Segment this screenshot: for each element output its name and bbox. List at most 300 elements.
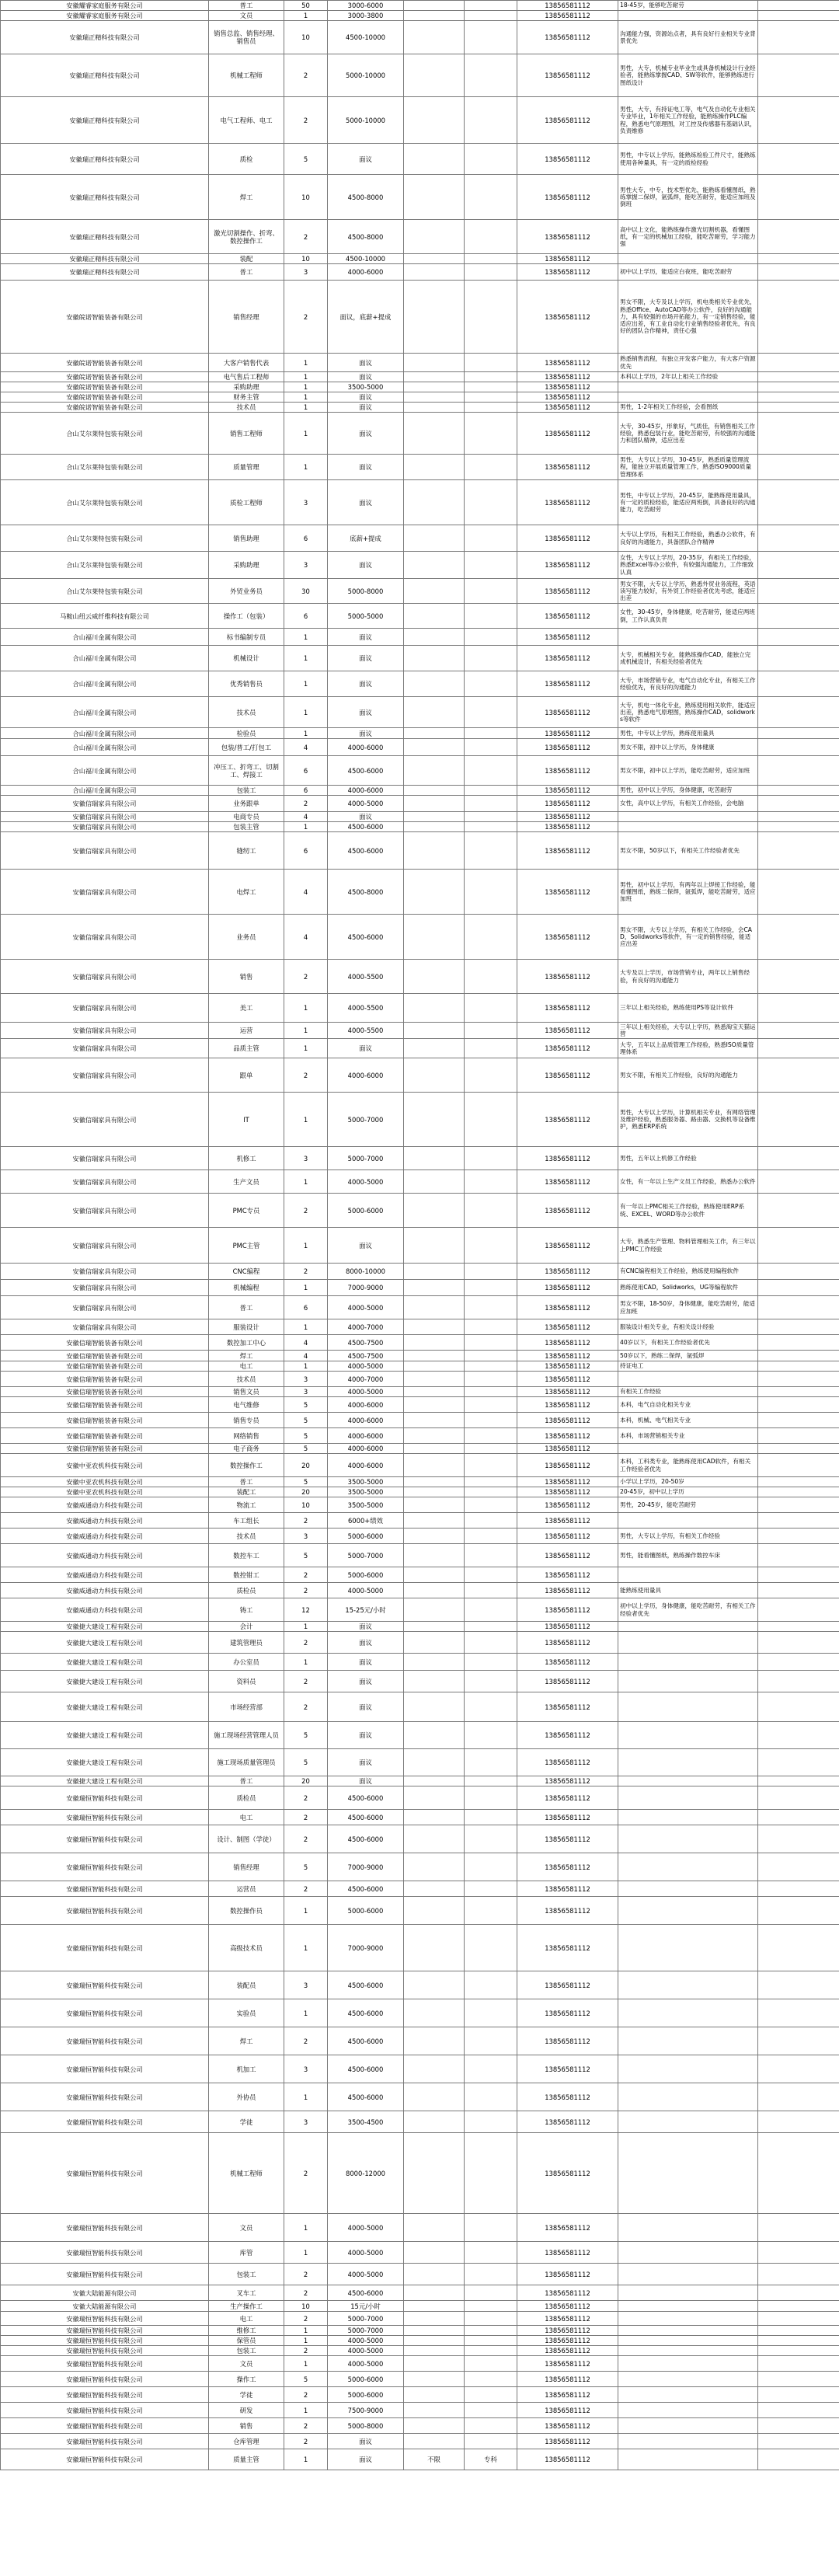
salary-cell: 4500-6000 bbox=[328, 2285, 404, 2301]
requirement-cell bbox=[618, 1853, 758, 1881]
table-row bbox=[1, 1264, 839, 1280]
salary-cell: 4500-6000 bbox=[328, 1786, 404, 1810]
extra2-cell bbox=[465, 525, 517, 552]
count-cell: 1 bbox=[284, 1170, 328, 1194]
requirement-cell: 本科，电气自动化相关专业 bbox=[618, 1397, 758, 1413]
count-cell: 3 bbox=[284, 480, 328, 525]
table-row bbox=[1, 646, 839, 671]
count-cell: 4 bbox=[284, 739, 328, 756]
phone-cell: 13856581112 bbox=[517, 382, 618, 392]
extra1-cell bbox=[404, 1513, 465, 1529]
table-row bbox=[1, 1487, 839, 1497]
requirement-cell: 男性，1-2年相关工作经验，会看图纸 bbox=[618, 403, 758, 413]
table-row bbox=[1, 552, 839, 579]
salary-cell: 4500-8000 bbox=[328, 220, 404, 254]
count-cell: 1 bbox=[284, 697, 328, 728]
position-cell: 质检 bbox=[209, 144, 284, 175]
salary-cell: 4500-6000 bbox=[328, 2083, 404, 2111]
blank-cell bbox=[758, 2403, 839, 2418]
phone-cell: 13856581112 bbox=[517, 1598, 618, 1622]
blank-cell bbox=[758, 2312, 839, 2326]
position-cell: 装配 bbox=[209, 254, 284, 264]
extra1-cell bbox=[404, 1477, 465, 1487]
position-cell: 质检工程师 bbox=[209, 480, 284, 525]
blank-cell bbox=[758, 1413, 839, 1428]
blank-cell bbox=[758, 354, 839, 372]
table-row bbox=[1, 1497, 839, 1513]
company-cell: 安徽信瑞智能装备有限公司 bbox=[1, 1372, 209, 1387]
company-cell: 安徽瑞恒智能科技有限公司 bbox=[1, 2372, 209, 2387]
extra1-cell bbox=[404, 1023, 465, 1039]
phone-cell: 13856581112 bbox=[517, 2403, 618, 2418]
requirement-cell: 男性，能看懂图纸，熟练操作数控车床 bbox=[618, 1544, 758, 1567]
blank-cell bbox=[758, 2285, 839, 2301]
phone-cell: 13856581112 bbox=[517, 264, 618, 281]
requirement-cell bbox=[618, 1786, 758, 1810]
company-cell: 合山福川金属有限公司 bbox=[1, 786, 209, 796]
table-row bbox=[1, 739, 839, 756]
extra2-cell bbox=[465, 2403, 517, 2418]
blank-cell bbox=[758, 1296, 839, 1319]
blank-cell bbox=[758, 697, 839, 728]
count-cell: 3 bbox=[284, 2055, 328, 2083]
phone-cell: 13856581112 bbox=[517, 1023, 618, 1039]
count-cell: 2 bbox=[284, 220, 328, 254]
blank-cell bbox=[758, 54, 839, 97]
company-cell: 安徽信瑞智能装备有限公司 bbox=[1, 1361, 209, 1372]
blank-cell bbox=[758, 1722, 839, 1749]
phone-cell: 13856581112 bbox=[517, 1654, 618, 1671]
blank-cell bbox=[758, 552, 839, 579]
salary-cell: 5000-6000 bbox=[328, 1897, 404, 1925]
extra1-cell bbox=[404, 1039, 465, 1058]
extra1-cell bbox=[404, 2083, 465, 2111]
phone-cell: 13856581112 bbox=[517, 1477, 618, 1487]
company-cell: 安徽瑞正精科技有限公司 bbox=[1, 21, 209, 54]
phone-cell: 13856581112 bbox=[517, 756, 618, 786]
extra2-cell bbox=[465, 1583, 517, 1598]
extra1-cell bbox=[404, 1264, 465, 1280]
position-cell: 电工 bbox=[209, 1361, 284, 1372]
extra1-cell bbox=[404, 1497, 465, 1513]
table-row bbox=[1, 1513, 839, 1529]
extra2-cell bbox=[465, 1632, 517, 1654]
phone-cell: 13856581112 bbox=[517, 392, 618, 403]
salary-cell: 4500-6000 bbox=[328, 2027, 404, 2055]
requirement-cell: 女性，大专以上学历，20-35岁，有相关工作经验，熟悉Excel等办公软件，有较强沟通能力，工作细致认真 bbox=[618, 552, 758, 579]
requirement-cell: 男性，初中以上学历，有两年以上焊接工作经验，能看懂图纸，熟练二保焊，氩弧焊，能吃苦耐劳，适应加班 bbox=[618, 870, 758, 915]
company-cell: 安徽捷大建设工程有限公司 bbox=[1, 1632, 209, 1654]
blank-cell bbox=[758, 1786, 839, 1810]
company-cell: 安徽瑞恒智能科技有限公司 bbox=[1, 2403, 209, 2418]
salary-cell: 4000-7000 bbox=[328, 1372, 404, 1387]
phone-cell: 13856581112 bbox=[517, 1397, 618, 1413]
requirement-cell bbox=[618, 2111, 758, 2133]
salary-cell: 4000-6000 bbox=[328, 264, 404, 281]
salary-cell: 4000-6000 bbox=[328, 1444, 404, 1454]
requirement-cell: 40岁以下，有相关工作经验者优先 bbox=[618, 1335, 758, 1351]
salary-cell: 3000-3800 bbox=[328, 11, 404, 21]
extra2-cell bbox=[465, 2285, 517, 2301]
requirement-cell: 男女不限，初中以上学历，能吃苦耐劳，适应加班 bbox=[618, 756, 758, 786]
salary-cell: 面议 bbox=[328, 646, 404, 671]
requirement-cell bbox=[618, 2027, 758, 2055]
table-row bbox=[1, 2301, 839, 2312]
salary-cell: 面议 bbox=[328, 1039, 404, 1058]
count-cell: 4 bbox=[284, 870, 328, 915]
extra1-cell bbox=[404, 1529, 465, 1544]
table-row bbox=[1, 671, 839, 697]
extra2-cell bbox=[465, 54, 517, 97]
extra1-cell bbox=[404, 2055, 465, 2083]
salary-cell: 5000-6000 bbox=[328, 1529, 404, 1544]
requirement-cell bbox=[618, 2449, 758, 2470]
extra2-cell bbox=[465, 455, 517, 480]
phone-cell: 13856581112 bbox=[517, 1497, 618, 1513]
table-row bbox=[1, 1170, 839, 1194]
salary-cell: 3500-5000 bbox=[328, 1477, 404, 1487]
salary-cell: 4500-6000 bbox=[328, 2055, 404, 2083]
table-row bbox=[1, 1853, 839, 1881]
salary-cell: 4500-6000 bbox=[328, 822, 404, 832]
requirement-cell bbox=[618, 812, 758, 822]
phone-cell: 13856581112 bbox=[517, 2264, 618, 2285]
position-cell: 机修工 bbox=[209, 1147, 284, 1170]
phone-cell: 13856581112 bbox=[517, 1749, 618, 1776]
extra2-cell bbox=[465, 756, 517, 786]
table-row bbox=[1, 796, 839, 812]
table-row bbox=[1, 1632, 839, 1654]
requirement-cell bbox=[618, 1881, 758, 1897]
extra2-cell bbox=[465, 1598, 517, 1622]
company-cell: 安徽瑞恒智能科技有限公司 bbox=[1, 1825, 209, 1853]
blank-cell bbox=[758, 786, 839, 796]
table-row bbox=[1, 2336, 839, 2346]
count-cell: 5 bbox=[284, 1853, 328, 1881]
extra1-cell bbox=[404, 1335, 465, 1351]
salary-cell: 6000+绩效 bbox=[328, 1513, 404, 1529]
position-cell: 装配工 bbox=[209, 1487, 284, 1497]
requirement-cell bbox=[618, 2312, 758, 2326]
requirement-cell bbox=[618, 1971, 758, 1999]
blank-cell bbox=[758, 2418, 839, 2434]
count-cell: 1 bbox=[284, 2242, 328, 2264]
company-cell: 安徽瑞恒智能科技有限公司 bbox=[1, 1971, 209, 1999]
requirement-cell bbox=[618, 2387, 758, 2403]
requirement-cell: 大专及以上学历，市场营销专业，两年以上销售经验，有良好的沟通能力 bbox=[618, 960, 758, 994]
company-cell: 安徽威通动力科技有限公司 bbox=[1, 1497, 209, 1513]
requirement-cell bbox=[618, 2285, 758, 2301]
phone-cell: 13856581112 bbox=[517, 403, 618, 413]
requirement-cell bbox=[618, 2346, 758, 2356]
phone-cell: 13856581112 bbox=[517, 1170, 618, 1194]
company-cell: 合山福川金属有限公司 bbox=[1, 697, 209, 728]
phone-cell: 13856581112 bbox=[517, 822, 618, 832]
requirement-cell: 男女不限，初中以上学历，身体健康 bbox=[618, 739, 758, 756]
count-cell: 1 bbox=[284, 403, 328, 413]
salary-cell: 4000-5000 bbox=[328, 1296, 404, 1319]
requirement-cell bbox=[618, 254, 758, 264]
company-cell: 合山福川金属有限公司 bbox=[1, 646, 209, 671]
count-cell: 2 bbox=[284, 2387, 328, 2403]
table-row bbox=[1, 144, 839, 175]
company-cell: 安徽耀睿家庭服务有限公司 bbox=[1, 11, 209, 21]
table-row bbox=[1, 2346, 839, 2356]
extra1-cell bbox=[404, 54, 465, 97]
position-cell: 车工组长 bbox=[209, 1513, 284, 1529]
position-cell: 外贸业务员 bbox=[209, 579, 284, 604]
requirement-cell: 本科，工科类专业，能熟练使用CAD软件，有相关工作经验者优先 bbox=[618, 1454, 758, 1477]
company-cell: 安徽信瑞家具有限公司 bbox=[1, 1039, 209, 1058]
count-cell: 1 bbox=[284, 728, 328, 739]
table-row bbox=[1, 1971, 839, 1999]
extra2-cell bbox=[465, 2027, 517, 2055]
table-row bbox=[1, 1529, 839, 1544]
table-row bbox=[1, 54, 839, 97]
salary-cell: 4000-5000 bbox=[328, 1170, 404, 1194]
extra1-cell bbox=[404, 175, 465, 220]
position-cell: 业务跟单 bbox=[209, 796, 284, 812]
count-cell: 2 bbox=[284, 97, 328, 144]
position-cell: 普工 bbox=[209, 1477, 284, 1487]
extra2-cell bbox=[465, 1, 517, 11]
salary-cell: 4500-6000 bbox=[328, 1825, 404, 1853]
extra1-cell bbox=[404, 1361, 465, 1372]
position-cell: 标书编制专员 bbox=[209, 629, 284, 646]
requirement-cell bbox=[618, 629, 758, 646]
count-cell: 2 bbox=[284, 2027, 328, 2055]
count-cell: 2 bbox=[284, 960, 328, 994]
extra2-cell bbox=[465, 786, 517, 796]
company-cell: 安徽信瑞家具有限公司 bbox=[1, 822, 209, 832]
salary-cell: 4000-5000 bbox=[328, 2356, 404, 2372]
extra2-cell bbox=[465, 144, 517, 175]
phone-cell: 13856581112 bbox=[517, 1387, 618, 1397]
phone-cell: 13856581112 bbox=[517, 1280, 618, 1296]
extra2-cell bbox=[465, 413, 517, 455]
extra1-cell bbox=[404, 2027, 465, 2055]
company-cell: 合山艾尔莱特包装有限公司 bbox=[1, 480, 209, 525]
requirement-cell: 男女不限，大专及以上学历，机电类相关专业优先，熟悉Office、AutoCAD等办公软件，良好的沟通能力，具有较强的市场开拓能力，有一定销售经验，能适应出差，有工业自动化行业销售经验者优先，有良好的团队合作精神，责任心强 bbox=[618, 281, 758, 354]
position-cell: 销售 bbox=[209, 960, 284, 994]
position-cell: 外协员 bbox=[209, 2083, 284, 2111]
extra1-cell bbox=[404, 455, 465, 480]
blank-cell bbox=[758, 915, 839, 960]
position-cell: 业务员 bbox=[209, 915, 284, 960]
phone-cell: 13856581112 bbox=[517, 1487, 618, 1497]
extra1-cell bbox=[404, 1296, 465, 1319]
company-cell: 安徽信瑞家具有限公司 bbox=[1, 1228, 209, 1264]
phone-cell: 13856581112 bbox=[517, 697, 618, 728]
extra2-cell bbox=[465, 812, 517, 822]
table-row bbox=[1, 994, 839, 1023]
count-cell: 30 bbox=[284, 579, 328, 604]
phone-cell: 13856581112 bbox=[517, 2336, 618, 2346]
extra1-cell bbox=[404, 2301, 465, 2312]
requirement-cell: 本科，市场营销相关专业 bbox=[618, 1428, 758, 1444]
company-cell: 安徽瑞正精科技有限公司 bbox=[1, 54, 209, 97]
phone-cell: 13856581112 bbox=[517, 1351, 618, 1361]
phone-cell: 13856581112 bbox=[517, 21, 618, 54]
position-cell: 销售助理 bbox=[209, 525, 284, 552]
company-cell: 安徽瑞恒智能科技有限公司 bbox=[1, 2264, 209, 2285]
count-cell: 1 bbox=[284, 2356, 328, 2372]
phone-cell: 13856581112 bbox=[517, 2387, 618, 2403]
extra2-cell bbox=[465, 604, 517, 629]
count-cell: 1 bbox=[284, 1280, 328, 1296]
requirement-cell: 男性，大专，机械专业毕业生或具备机械设计行业经验者，能熟练掌握CAD、SW等软件，能够熟练进行图纸设计 bbox=[618, 54, 758, 97]
position-cell: 销售 bbox=[209, 2418, 284, 2434]
table-row bbox=[1, 2403, 839, 2418]
extra1-cell bbox=[404, 2387, 465, 2403]
position-cell: 学徒 bbox=[209, 2387, 284, 2403]
table-row bbox=[1, 1372, 839, 1387]
extra1-cell bbox=[404, 1428, 465, 1444]
position-cell: 电工 bbox=[209, 1810, 284, 1825]
extra2-cell bbox=[465, 1999, 517, 2027]
table-row bbox=[1, 97, 839, 144]
company-cell: 安徽信瑞家具有限公司 bbox=[1, 832, 209, 870]
count-cell: 3 bbox=[284, 264, 328, 281]
count-cell: 1 bbox=[284, 1622, 328, 1632]
phone-cell: 13856581112 bbox=[517, 2326, 618, 2336]
position-cell: 操作工（包装） bbox=[209, 604, 284, 629]
extra2-cell bbox=[465, 1971, 517, 1999]
extra1-cell bbox=[404, 2418, 465, 2434]
table-row bbox=[1, 2264, 839, 2285]
table-row bbox=[1, 756, 839, 786]
count-cell: 1 bbox=[284, 1654, 328, 1671]
extra2-cell bbox=[465, 2372, 517, 2387]
blank-cell bbox=[758, 2372, 839, 2387]
table-row bbox=[1, 525, 839, 552]
extra1-cell bbox=[404, 822, 465, 832]
count-cell: 5 bbox=[284, 1722, 328, 1749]
requirement-cell: 初中以上学历，能适应白夜班，能吃苦耐劳 bbox=[618, 264, 758, 281]
table-row bbox=[1, 1023, 839, 1039]
company-cell: 安徽中亚农机科技有限公司 bbox=[1, 1454, 209, 1477]
count-cell: 2 bbox=[284, 2312, 328, 2326]
requirement-cell bbox=[618, 2403, 758, 2418]
extra1-cell bbox=[404, 281, 465, 354]
company-cell: 安徽信瑞家具有限公司 bbox=[1, 1280, 209, 1296]
company-cell: 安徽信瑞家具有限公司 bbox=[1, 870, 209, 915]
count-cell: 6 bbox=[284, 786, 328, 796]
position-cell: 技术员 bbox=[209, 403, 284, 413]
position-cell: 维修工 bbox=[209, 2326, 284, 2336]
position-cell: 生产操作工 bbox=[209, 2301, 284, 2312]
company-cell: 安徽信瑞智能装备有限公司 bbox=[1, 1387, 209, 1397]
extra2-cell bbox=[465, 1722, 517, 1749]
extra1-cell bbox=[404, 1397, 465, 1413]
table-row bbox=[1, 629, 839, 646]
company-cell: 安徽瑞恒智能科技有限公司 bbox=[1, 2326, 209, 2336]
position-cell: 销售经理 bbox=[209, 1853, 284, 1881]
salary-cell: 5000-7000 bbox=[328, 2312, 404, 2326]
count-cell: 3 bbox=[284, 1971, 328, 1999]
salary-cell: 7000-9000 bbox=[328, 1280, 404, 1296]
requirement-cell bbox=[618, 2133, 758, 2214]
extra2-cell bbox=[465, 1477, 517, 1487]
phone-cell: 13856581112 bbox=[517, 372, 618, 382]
table-row bbox=[1, 2449, 839, 2470]
position-cell: 文员 bbox=[209, 2356, 284, 2372]
extra1-cell bbox=[404, 786, 465, 796]
table-row bbox=[1, 2434, 839, 2449]
extra1-cell bbox=[404, 392, 465, 403]
extra2-cell bbox=[465, 2301, 517, 2312]
extra1-cell bbox=[404, 1454, 465, 1477]
position-cell: 激光切割操作、折弯、数控操作工 bbox=[209, 220, 284, 254]
phone-cell: 13856581112 bbox=[517, 1513, 618, 1529]
extra1-cell bbox=[404, 739, 465, 756]
blank-cell bbox=[758, 525, 839, 552]
phone-cell: 13856581112 bbox=[517, 1622, 618, 1632]
extra1-cell bbox=[404, 264, 465, 281]
extra2-cell bbox=[465, 2434, 517, 2449]
requirement-cell: 有相关工作经验 bbox=[618, 1387, 758, 1397]
phone-cell: 13856581112 bbox=[517, 1897, 618, 1925]
table-row bbox=[1, 1454, 839, 1477]
position-cell: 设计、制图（学徒） bbox=[209, 1825, 284, 1853]
extra1-cell bbox=[404, 1, 465, 11]
count-cell: 4 bbox=[284, 1351, 328, 1361]
count-cell: 1 bbox=[284, 354, 328, 372]
position-cell: 机械工程师 bbox=[209, 2133, 284, 2214]
company-cell: 安徽瑞恒智能科技有限公司 bbox=[1, 1925, 209, 1971]
requirement-cell: 大专，五年以上品质管理工作经验，熟悉ISO质量管理体系 bbox=[618, 1039, 758, 1058]
count-cell: 1 bbox=[284, 1039, 328, 1058]
blank-cell bbox=[758, 2346, 839, 2356]
company-cell: 安徽信瑞智能装备有限公司 bbox=[1, 1444, 209, 1454]
requirement-cell bbox=[618, 2418, 758, 2434]
blank-cell bbox=[758, 1454, 839, 1477]
phone-cell: 13856581112 bbox=[517, 354, 618, 372]
table-row bbox=[1, 870, 839, 915]
table-row bbox=[1, 2083, 839, 2111]
table-row bbox=[1, 1598, 839, 1622]
position-cell: 焊工 bbox=[209, 2027, 284, 2055]
company-cell: 安徽瑞恒智能科技有限公司 bbox=[1, 2111, 209, 2133]
extra2-cell bbox=[465, 2111, 517, 2133]
salary-cell: 15-25元/小时 bbox=[328, 1598, 404, 1622]
salary-cell: 8000-10000 bbox=[328, 1264, 404, 1280]
blank-cell bbox=[758, 1654, 839, 1671]
company-cell: 安徽威通动力科技有限公司 bbox=[1, 1544, 209, 1567]
company-cell: 安徽耀睿家庭服务有限公司 bbox=[1, 1, 209, 11]
blank-cell bbox=[758, 1351, 839, 1361]
table-row bbox=[1, 2242, 839, 2264]
extra1-cell bbox=[404, 1671, 465, 1692]
phone-cell: 13856581112 bbox=[517, 1361, 618, 1372]
extra2-cell bbox=[465, 1776, 517, 1786]
extra1-cell bbox=[404, 2312, 465, 2326]
company-cell: 安徽信瑞智能装备有限公司 bbox=[1, 1397, 209, 1413]
count-cell: 1 bbox=[284, 11, 328, 21]
position-cell: 机械设计 bbox=[209, 646, 284, 671]
position-cell: 销售工程师 bbox=[209, 413, 284, 455]
table-row bbox=[1, 2326, 839, 2336]
extra1-cell bbox=[404, 1925, 465, 1971]
position-cell: 电工 bbox=[209, 2312, 284, 2326]
company-cell: 安徽信瑞家具有限公司 bbox=[1, 1170, 209, 1194]
position-cell: 质检员 bbox=[209, 1786, 284, 1810]
table-row bbox=[1, 1583, 839, 1598]
count-cell: 1 bbox=[284, 413, 328, 455]
requirement-cell: 男女不限，大专以上学历，有相关工作经验，会CAD，Solidworks等软件，有一定的销售经验，能适应出差 bbox=[618, 915, 758, 960]
extra2-cell bbox=[465, 2336, 517, 2346]
extra1-cell bbox=[404, 220, 465, 254]
